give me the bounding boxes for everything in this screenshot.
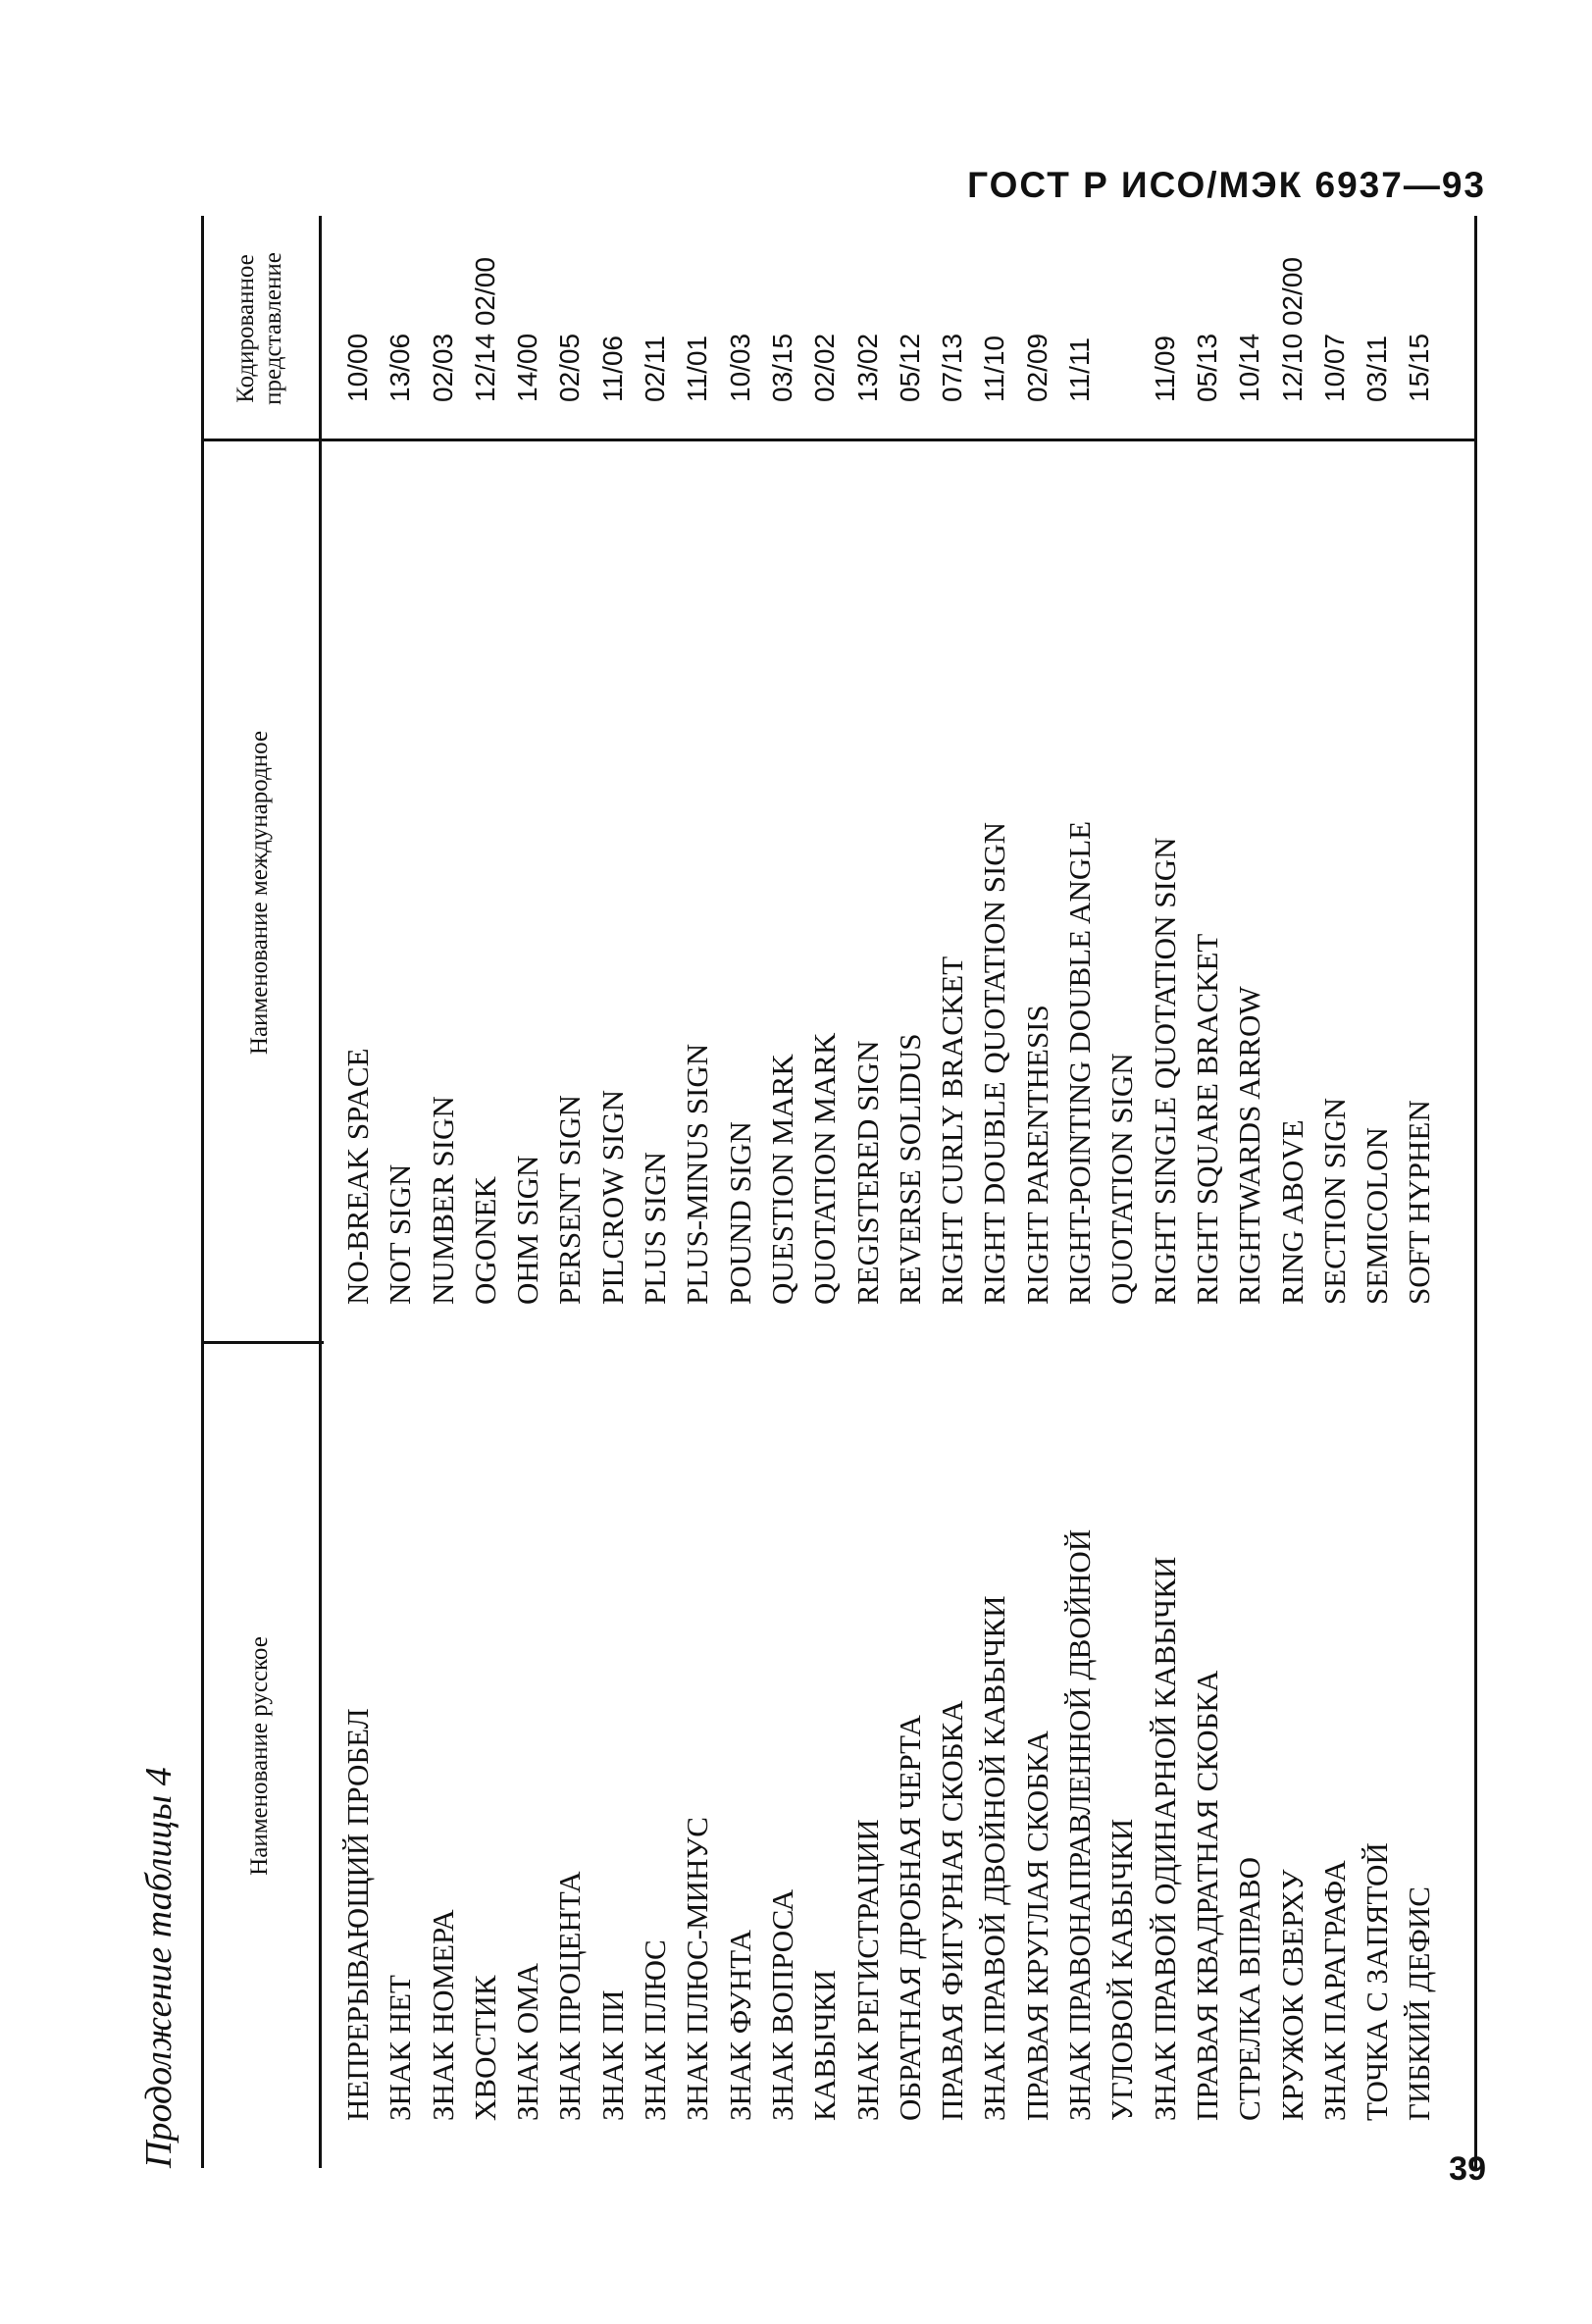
russian-name-cell: НЕПРЕРЫВАЮЩИЙ ПРОБЕЛ [340, 1708, 375, 2121]
table-row [1058, 216, 1101, 2168]
international-name-cell: OGONEK [467, 1176, 502, 1305]
column-header-coded-representation: Кодированное представление [232, 252, 286, 405]
table-row [591, 216, 634, 2168]
russian-name-cell: ЗНАК ПРАВОНАПРАВЛЕННОЙ ДВОЙНОЙ [1062, 1528, 1098, 2121]
table-row [1271, 216, 1313, 2168]
page-number: 39 [1449, 2150, 1486, 2188]
code-cell: 14/00 [512, 333, 543, 402]
code-cell: 02/05 [554, 333, 586, 402]
international-name-cell: RING ABOVE [1274, 1119, 1310, 1305]
russian-name-cell: ГИБКИЙ ДЕФИС [1402, 1886, 1437, 2121]
code-cell: 10/07 [1318, 333, 1350, 402]
russian-name-cell: ЗНАК ПРАВОЙ ОДИНАРНОЙ КАВЫЧКИ [1147, 1556, 1182, 2121]
table-caption: Продолжение таблицы 4 [138, 1767, 180, 2168]
code-cell: 15/15 [1404, 333, 1435, 402]
code-cell: 12/14 02/00 [469, 257, 500, 402]
column-header-international-name: Наименование международное [246, 730, 273, 1056]
table-row [1186, 216, 1228, 2168]
russian-name-cell: ТОЧКА С ЗАПЯТОЙ [1360, 1842, 1395, 2121]
code-cell: 10/00 [342, 333, 373, 402]
code-cell: 02/11 [640, 336, 671, 402]
russian-name-cell: ЗНАК РЕГИСТРАЦИИ [849, 1819, 885, 2121]
international-name-cell: RIGHT DOUBLE QUOTATION SIGN [977, 821, 1012, 1305]
international-name-cell: POUND SIGN [722, 1121, 757, 1305]
table-body [336, 216, 1441, 2168]
table-row [931, 216, 973, 2168]
table-bottom-rule [1474, 216, 1477, 2168]
column-header-russian-name: Наименование русское [246, 1636, 273, 1876]
table-row [973, 216, 1015, 2168]
international-name-cell: RIGHTWARDS ARROW [1232, 986, 1267, 1305]
table-row [847, 216, 889, 2168]
russian-name-cell: ЗНАК ПИ [594, 1989, 630, 2121]
rotated-table-page [123, 167, 1491, 2188]
international-name-cell: SECTION SIGN [1316, 1098, 1352, 1305]
code-cell: 02/02 [809, 333, 841, 402]
international-name-cell: SEMICOLON [1360, 1127, 1395, 1305]
code-cell: 03/15 [766, 333, 797, 402]
code-cell: 13/06 [385, 333, 416, 402]
russian-name-cell: УГЛОВОЙ КАВЫЧКИ [1104, 1818, 1140, 2121]
table-row [422, 216, 464, 2168]
code-cell: 11/10 [979, 336, 1010, 402]
international-name-cell: SOFT HYPHEN [1402, 1100, 1437, 1305]
table-row [1356, 216, 1398, 2168]
international-name-cell: RIGHT PARENTHESIS [1019, 1005, 1054, 1305]
table-row [634, 216, 676, 2168]
table-row [1228, 216, 1270, 2168]
russian-name-cell: КАВЫЧКИ [807, 1970, 843, 2121]
table-row [1144, 216, 1186, 2168]
table-row [1101, 216, 1143, 2168]
russian-name-cell: ПРАВАЯ ФИГУРНАЯ СКОБКА [935, 1700, 970, 2121]
document-header-title: ГОСТ Р ИСО/МЭК 6937—93 [967, 165, 1486, 205]
table-row [676, 216, 718, 2168]
code-cell: 07/13 [937, 333, 968, 402]
russian-name-cell: СТРЕЛКА ВПРАВО [1232, 1856, 1267, 2121]
code-cell: 11/01 [682, 336, 713, 402]
russian-name-cell: ХВОСТИК [467, 1975, 502, 2121]
table-row [1016, 216, 1058, 2168]
table-row [1398, 216, 1440, 2168]
international-name-cell: REGISTERED SIGN [849, 1040, 885, 1305]
international-name-cell: REVERSE SOLIDUS [892, 1033, 927, 1305]
russian-name-cell: ОБРАТНАЯ ДРОБНАЯ ЧЕРТА [892, 1715, 927, 2121]
code-cell: 05/13 [1191, 333, 1222, 402]
international-name-cell: RIGHT CURLY BRACKET [935, 955, 970, 1305]
international-name-cell: PILCROW SIGN [594, 1089, 630, 1305]
international-name-cell: RIGHT SINGLE QUOTATION SIGN [1147, 837, 1182, 1305]
table-row [464, 216, 506, 2168]
russian-name-cell: ЗНАК ПЛЮС [638, 1939, 673, 2121]
code-cell: 03/11 [1361, 336, 1393, 402]
table-row [336, 216, 379, 2168]
code-cell: 05/12 [894, 333, 925, 402]
russian-name-cell: ПРАВАЯ КРУГЛАЯ СКОБКА [1019, 1730, 1054, 2121]
international-name-cell: OHM SIGN [510, 1155, 545, 1305]
international-name-cell: RIGHT SQUARE BRACKET [1189, 933, 1224, 1305]
international-name-cell: PERSENT SIGN [552, 1095, 588, 1305]
russian-name-cell: ЗНАК ОМА [510, 1962, 545, 2121]
international-name-cell: PLUS SIGN [638, 1152, 673, 1305]
code-cell: 11/06 [596, 336, 628, 402]
table-row [548, 216, 591, 2168]
russian-name-cell: ЗНАК ПАРАГРАФА [1316, 1860, 1352, 2121]
international-name-cell: PLUS-MINUS SIGN [680, 1043, 715, 1305]
russian-name-cell: ЗНАК НОМЕРА [425, 1909, 460, 2121]
international-name-cell: QUESTION MARK [764, 1054, 799, 1305]
international-name-cell: NUMBER SIGN [425, 1096, 460, 1305]
russian-name-cell: ЗНАК НЕТ [383, 1975, 418, 2121]
international-name-cell: QUOTATION SIGN [1104, 1053, 1140, 1305]
code-table [201, 216, 1476, 2168]
code-cell: 11/11 [1064, 337, 1096, 402]
russian-name-cell: ЗНАК ПЛЮС-МИНУС [680, 1817, 715, 2121]
russian-name-cell: ЗНАК ВОПРОСА [764, 1888, 799, 2121]
russian-name-cell: ЗНАК ФУНТА [722, 1930, 757, 2121]
code-cell: 10/03 [724, 333, 755, 402]
russian-name-cell: ЗНАК ПРОЦЕНТА [552, 1871, 588, 2121]
table-row [506, 216, 548, 2168]
code-cell: 12/10 02/00 [1276, 257, 1308, 402]
russian-name-cell: ЗНАК ПРАВОЙ ДВОЙНОЙ КАВЫЧКИ [977, 1595, 1012, 2121]
table-row [803, 216, 846, 2168]
russian-name-cell: ПРАВАЯ КВАДРАТНАЯ СКОБКА [1189, 1670, 1224, 2121]
international-name-cell: RIGHT-POINTING DOUBLE ANGLE [1062, 820, 1098, 1305]
international-name-cell: NOT SIGN [383, 1163, 418, 1305]
code-cell: 11/09 [1149, 336, 1180, 402]
table-row [719, 216, 761, 2168]
code-cell: 10/14 [1234, 333, 1265, 402]
russian-name-cell: КРУЖОК СВЕРХУ [1274, 1869, 1310, 2121]
code-cell: 02/09 [1021, 333, 1053, 402]
table-row [379, 216, 421, 2168]
table-row [1313, 216, 1356, 2168]
table-row [761, 216, 803, 2168]
international-name-cell: QUOTATION MARK [807, 1032, 843, 1305]
table-header-rule [319, 216, 322, 2168]
code-cell: 02/03 [427, 333, 458, 402]
international-name-cell: NO-BREAK SPACE [340, 1048, 375, 1305]
table-row [889, 216, 931, 2168]
code-cell: 13/02 [851, 333, 883, 402]
